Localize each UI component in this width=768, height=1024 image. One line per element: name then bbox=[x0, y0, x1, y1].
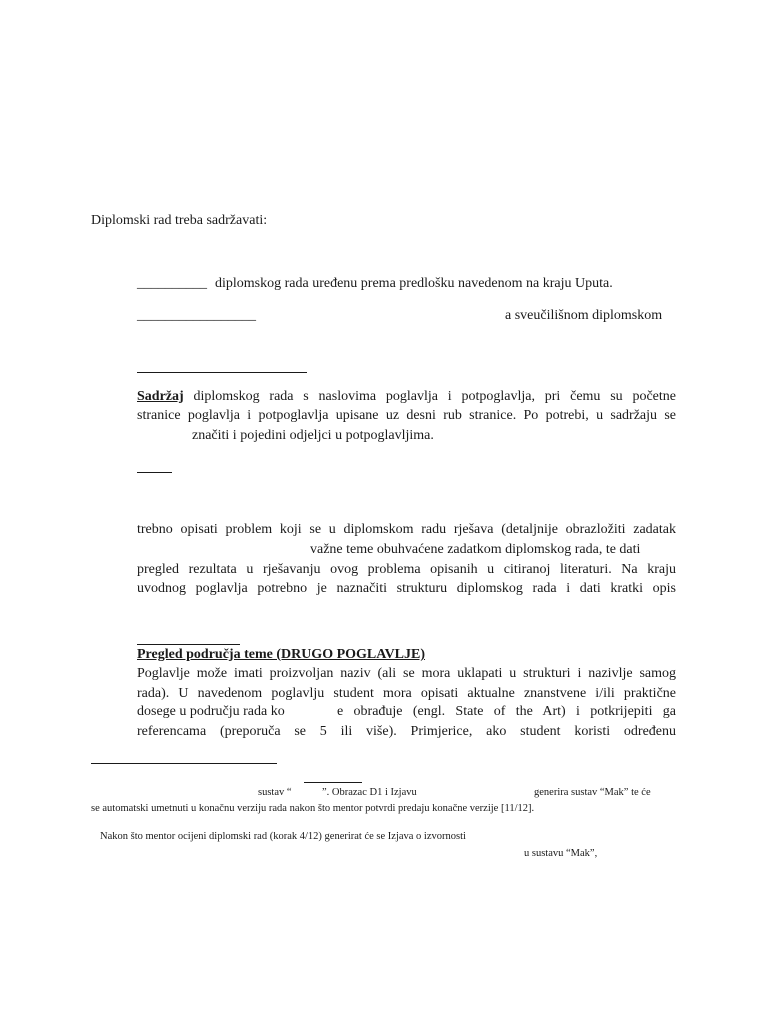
footnote-separator bbox=[91, 763, 277, 764]
pregled-line-3b: e obrađuje (engl. State of the Art) i potkrijepiti ga bbox=[337, 704, 676, 719]
uvod-line-4: uvodnog poglavlja potrebno je naznačiti strukturu diplomskog rada i dati kratki opis bbox=[137, 581, 676, 596]
pregled-heading: Pregled područja teme (DRUGO POGLAVLJE) bbox=[137, 647, 426, 662]
uvod-line-3: pregled rezultata u rješavanju ovog problema opisanih u citiranoj literaturi. Na kraju bbox=[137, 562, 676, 577]
pregled-line-4: referencama (preporuča se 5 ili više). Primjerice, ako student koristi određenu bbox=[137, 724, 676, 739]
footnote1-part-c: generira sustav “Mak” te će bbox=[534, 787, 651, 798]
footnote1-line-2: se automatski umetnuti u konačnu verziju rada nakon što mentor potvrdi predaju konačne verzije [11/12]. bbox=[91, 803, 535, 814]
item2-blank: _________________ bbox=[137, 308, 256, 323]
footnote2-line-2: u sustavu “Mak”, bbox=[524, 848, 598, 859]
sadrzaj-line-1-text: diplomskog rada s naslovima poglavlja i potpoglavlja, pri čemu su početne bbox=[193, 389, 677, 404]
sadrzaj-line-1 bbox=[137, 387, 676, 406]
footnote2-line-1: Nakon što mentor ocijeni diplomski rad (korak 4/12) generirat će se Izjava o izvornosti bbox=[100, 831, 466, 842]
sadrzaj-line-2: stranice poglavlja i potpoglavlja upisane uz desni rub stranice. Po potrebi, u sadržaju se bbox=[137, 408, 676, 423]
uvod-line-2: važne teme obuhvaćene zadatkom diplomskog rada, te dati bbox=[310, 542, 641, 557]
heading-rule bbox=[137, 644, 240, 645]
pregled-line-3a: dosege u području rada ko bbox=[137, 704, 285, 719]
item1-text: diplomskog rada uređenu prema predlošku navedenom na kraju Uputa. bbox=[215, 276, 613, 291]
footnote1-part-a: sustav “ bbox=[258, 787, 292, 798]
separator-line bbox=[137, 372, 307, 373]
item2-text: a sveučilišnom diplomskom bbox=[505, 308, 663, 323]
item1-blank: __________ bbox=[137, 276, 207, 291]
sadrzaj-heading: Sadržaj bbox=[137, 389, 184, 404]
pregled-line-1: Poglavlje može imati proizvoljan naziv (ali se mora uklapati u strukturi i nazivlje samog bbox=[137, 666, 676, 681]
intro-text: Diplomski rad treba sadržavati: bbox=[91, 213, 268, 228]
pregled-line-2: rada). U navedenom poglavlju student mora opisati aktualne znanstvene i/ili praktične bbox=[137, 686, 676, 701]
footnote1-underline bbox=[304, 782, 362, 783]
short-separator-line bbox=[137, 472, 172, 473]
footnote1-part-b: ”. Obrazac D1 i Izjavu bbox=[322, 787, 417, 798]
uvod-line-1: trebno opisati problem koji se u diplomskom radu rješava (detaljnije obrazložiti zadatak bbox=[137, 522, 676, 537]
sadrzaj-line-3: značiti i pojedini odjeljci u potpoglavljima. bbox=[192, 428, 434, 443]
